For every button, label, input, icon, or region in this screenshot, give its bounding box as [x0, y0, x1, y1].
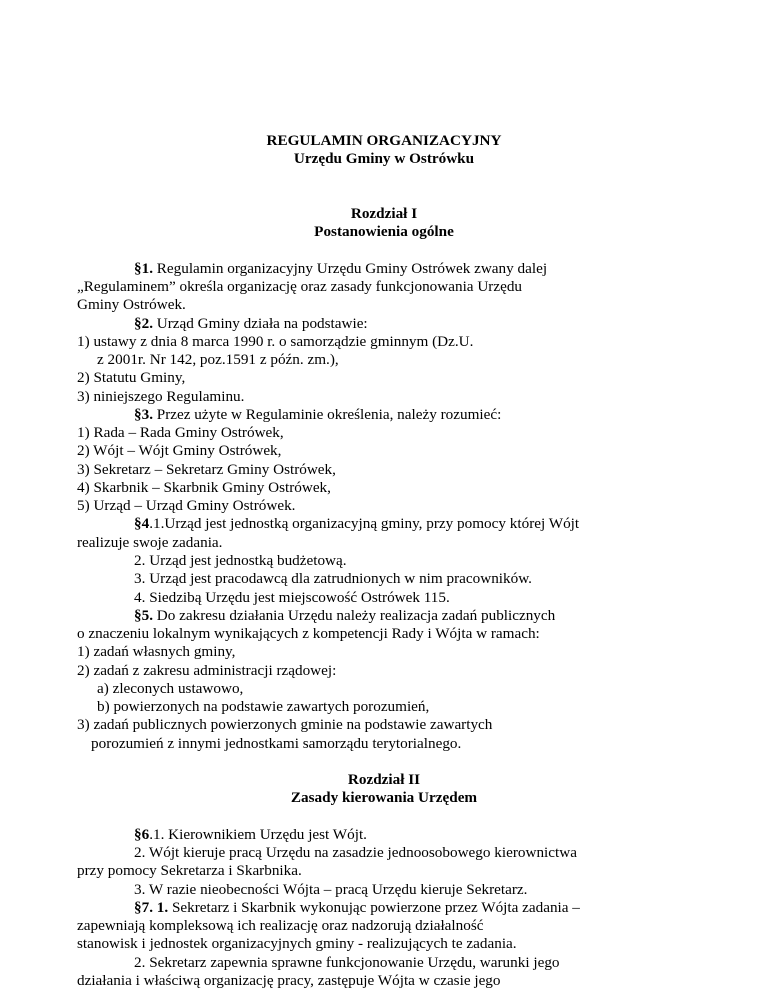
- list-item: 5) Urząd – Urząd Gminy Ostrówek.: [77, 497, 296, 515]
- list-item: 2) Wójt – Wójt Gminy Ostrówek,: [77, 442, 282, 460]
- paragraph-1-line: §1. Regulamin organizacyjny Urzędu Gminy Ostrówek zwany dalej: [134, 259, 548, 277]
- list-item: 2) zadań z zakresu administracji rządowej:: [77, 661, 337, 679]
- paragraph-5-line: §5. Do zakresu działania Urzędu należy realizacja zadań publicznych: [134, 606, 556, 624]
- paragraph-3-line: §3. Przez użyte w Regulaminie określenia, należy rozumieć:: [134, 405, 502, 423]
- document-subtitle: Urzędu Gminy w Ostrówku: [293, 150, 475, 168]
- paragraph-7-number: §7. 1.: [134, 898, 169, 916]
- list-item-continuation: porozumień z innymi jednostkami samorządu terytorialnego.: [91, 734, 462, 752]
- chapter-1-subheading: Postanowienia ogólne: [314, 223, 454, 241]
- chapter-2-heading: Rozdział II: [347, 771, 421, 789]
- paragraph-6-section: przy pomocy Sekretarza i Skarbnika.: [77, 862, 302, 880]
- paragraph-7-line: stanowisk i jednostek organizacyjnych gminy - realizujących te zadania.: [77, 935, 517, 953]
- paragraph-4-section: 2. Urząd jest jednostką budżetową.: [134, 552, 347, 569]
- paragraph-2-number: §2.: [134, 314, 153, 332]
- paragraph-4-number: §4: [134, 515, 150, 533]
- paragraph-5-number: §5.: [134, 606, 153, 624]
- paragraph-7-line: §7. 1. Sekretarz i Skarbnik wykonując powierzone przez Wójta zadania –: [134, 898, 580, 916]
- paragraph-7-line: zapewniają kompleksową ich realizację oraz nadzorują działalność: [77, 917, 484, 935]
- paragraph-1-line: Gminy Ostrówek.: [77, 296, 186, 314]
- list-item: 3) niniejszego Regulaminu.: [77, 387, 245, 405]
- paragraph-7-section: 2. Sekretarz zapewnia sprawne funkcjonowanie Urzędu, warunki jego: [134, 953, 560, 971]
- list-item: 1) zadań własnych gminy,: [77, 643, 236, 661]
- list-item: 2) Statutu Gminy,: [77, 369, 186, 387]
- list-item-continuation: z 2001r. Nr 142, poz.1591 z późn. zm.),: [97, 351, 339, 369]
- document-title: REGULAMIN ORGANIZACYJNY: [266, 132, 502, 149]
- list-item: 4) Skarbnik – Skarbnik Gminy Ostrówek,: [77, 478, 331, 496]
- list-item: 3) Sekretarz – Sekretarz Gminy Ostrówek,: [77, 460, 336, 478]
- paragraph-6-number: §6: [134, 825, 150, 843]
- paragraph-3-number: §3.: [134, 405, 153, 423]
- paragraph-6-section: 3. W razie nieobecności Wójta – pracą Urzędu kieruje Sekretarz.: [134, 880, 528, 898]
- chapter-2-subheading: Zasady kierowania Urzędem: [290, 789, 478, 807]
- paragraph-4-line: realizuje swoje zadania.: [77, 533, 223, 551]
- list-item: 3) zadań publicznych powierzonych gminie na podstawie zawartych: [77, 716, 493, 734]
- paragraph-1-number: §1.: [134, 259, 153, 277]
- paragraph-2-line: §2. Urząd Gminy działa na podstawie:: [134, 314, 368, 332]
- sub-list-item: a) zleconych ustawowo,: [97, 679, 244, 697]
- paragraph-5-line: o znaczeniu lokalnym wynikających z kompetencji Rady i Wójta w ramach:: [77, 625, 540, 643]
- sub-list-item: b) powierzonych na podstawie zawartych porozumień,: [97, 698, 430, 716]
- list-item: 1) Rada – Rada Gminy Ostrówek,: [77, 424, 284, 442]
- paragraph-4-section: 3. Urząd jest pracodawcą dla zatrudnionych w nim pracowników.: [134, 570, 532, 588]
- paragraph-1-line: „Regulaminem” określa organizację oraz zasady funkcjonowania Urzędu: [77, 278, 523, 296]
- list-item: 1) ustawy z dnia 8 marca 1990 r. o samorządzie gminnym (Dz.U.: [77, 332, 474, 350]
- chapter-1-heading: Rozdział I: [350, 205, 418, 223]
- paragraph-4-line: §4.1.Urząd jest jednostką organizacyjną gminy, przy pomocy której Wójt: [134, 515, 580, 533]
- paragraph-6-line: §6.1. Kierownikiem Urzędu jest Wójt.: [134, 825, 367, 843]
- paragraph-6-section: 2. Wójt kieruje pracą Urzędu na zasadzie jednoosobowego kierownictwa: [134, 844, 577, 862]
- paragraph-4-section: 4. Siedzibą Urzędu jest miejscowość Ostrówek 115.: [134, 588, 450, 606]
- paragraph-7-section: działania i właściwą organizację pracy, zastępuje Wójta w czasie jego: [77, 972, 501, 989]
